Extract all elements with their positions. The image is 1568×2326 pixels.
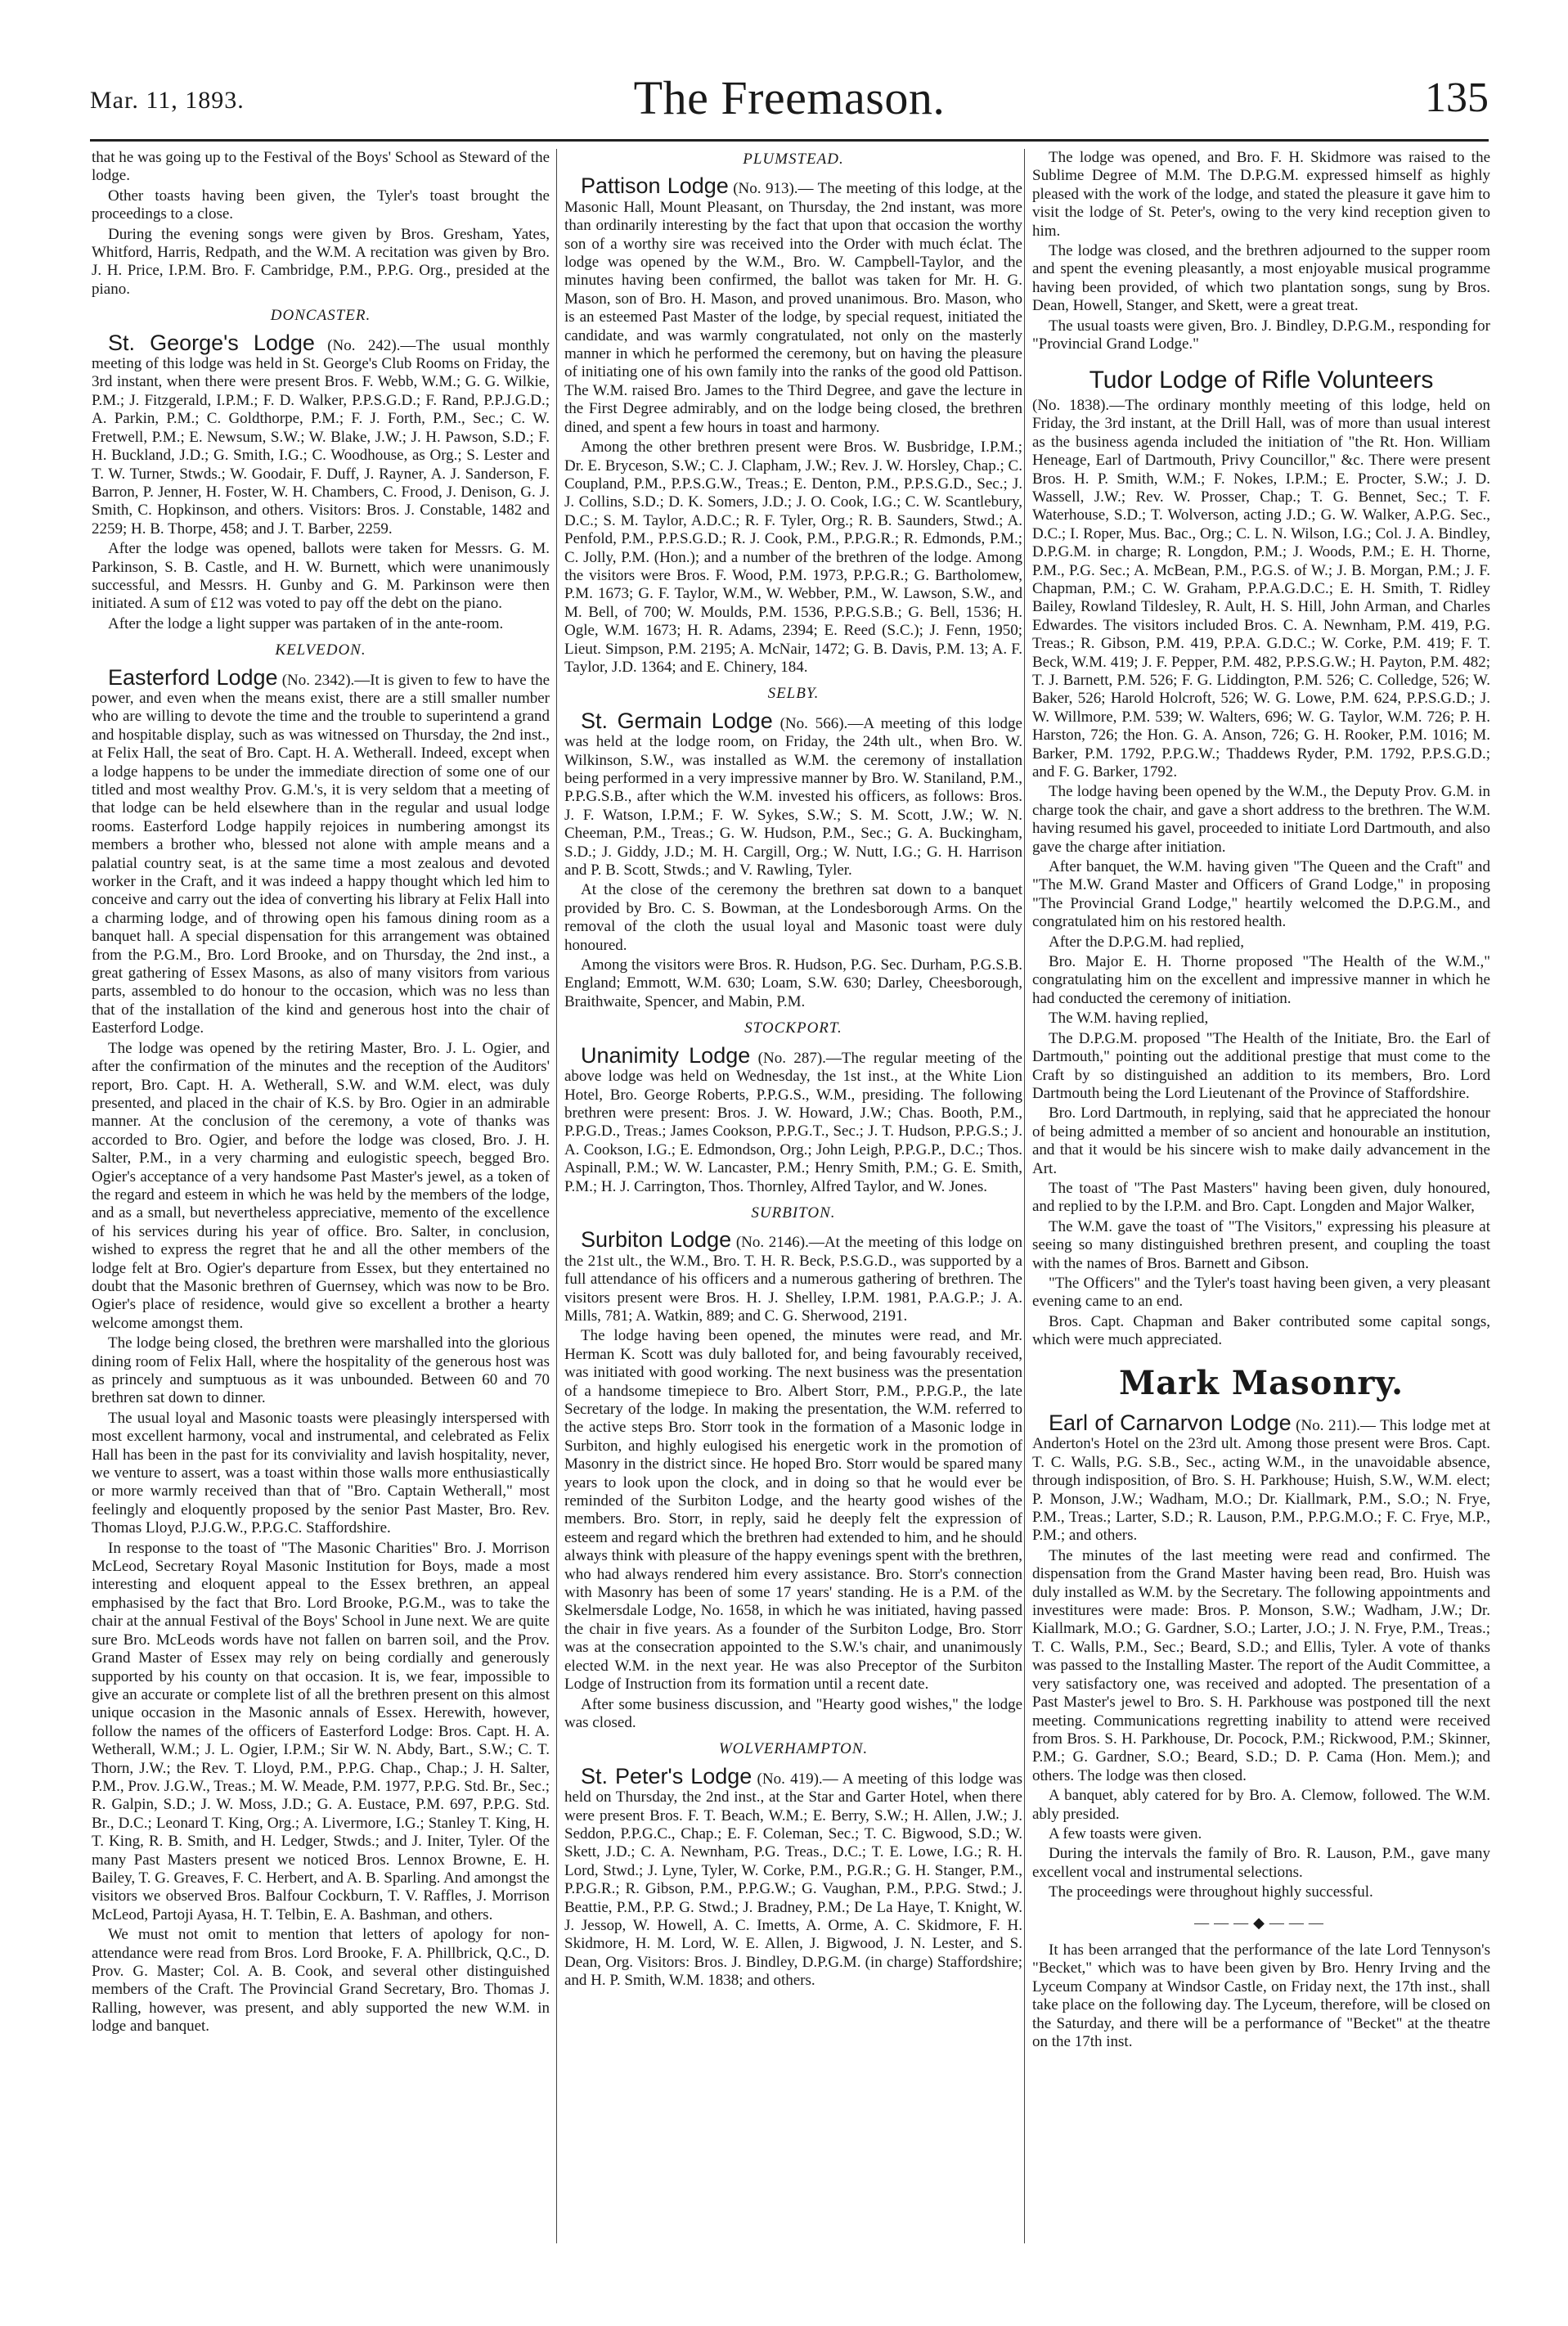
- paragraph: The lodge having been opened by the W.M., the Deputy Prov. G.M. in charge took the chair, and gave a short address to the brethren. The W.M. having resumed his gavel, proceeded to initiate Lord Dartmouth, and also gave the charge after initiation.: [1032, 783, 1490, 856]
- paragraph: At the close of the ceremony the brethren sat down to a banquet provided by Bro. C. S. Bowman, at the Londesborough Arms. On the removal of the cloth the usual loyal and Masonic toast were duly honoured.: [564, 881, 1022, 954]
- header-rule: [90, 139, 1489, 142]
- paragraph: Bro. Major E. H. Thorne proposed "The Health of the W.M.," congratulating him on the excellent and impressive manner in which he had conducted the ceremony of initiation.: [1032, 953, 1490, 1007]
- section-heading: DONCASTER.: [270, 307, 371, 325]
- lodge-name: Earl of Carnarvon Lodge: [1049, 1410, 1292, 1435]
- paragraph: After banquet, the W.M. having given "The Queen and the Craft" and "The M.W. Grand Master and Officers of Grand Lodge," in proposing "The Provincial Grand Lodge," heartily welcomed the D.P.G.M., and congratulated him on his restored health.: [1032, 858, 1490, 931]
- section-heading: PLUMSTEAD.: [743, 151, 844, 168]
- paragraph: The lodge having been opened, the minutes were read, and Mr. Herman K. Scott was duly balloted for, and being favourably received, was initiated with good working. The next business was the presentation of a handsome timepiece to Bro. Albert Storr, P.M., P.P.G.P., the late Secretary of the lodge. In making the presentation, the W.M. referred to the active steps Bro. Storr took in the formation of a Masonic lodge in Surbiton, and highly eulogised his energetic work in the promotion of Masonry in the district since. He hoped Bro. Storr would be spared many years to look upon the clock, and in doing so that he would ever be reminded of the Surbiton Lodge, and the hearty good wishes of the members. Bro. Storr, in reply, said he deeply felt the expression of esteem and regard which the brethren had extended to him, and he should always think with pleasure of the happy evenings spent with the brethren, who had always rendered him every assistance. Bro. Storr's connection with Masonry has been of some 17 years' standing. He is a P.M. of the Skelmersdale Lodge, No. 1658, in which he was initiated, having passed the chair in five years. As a founder of the Surbiton Lodge, Bro. Storr was at the consecration appointed to the S.W.'s chair, and unanimously elected W.M. in the next year. He was also Preceptor of the Surbiton Lodge of Instruction from its formation until a recent date.: [564, 1327, 1022, 1694]
- paragraph: After the D.P.G.M. had replied,: [1049, 933, 1245, 951]
- report-text: — A meeting of this lodge was held on Thursday, the 2nd inst., at the Star and Garter Hotel, when there were present Bros. F. T. Beach, W.M.; E. Berry, S.W.; H. Allen, J.W.; J. Seddon, P.P.G.C., Chap.; E. F. Coleman, Sec.; T. C. Bigwood, S.D.; W. Skett, J.D.; C. A. Newnham, P.G. Treas., D.C.; T. E. Lowe, I.G.; R. H. Lord, Stwd.; J. Lyne, Tyler, W. Corke, P.M., P.G.R.; G. H. Stanger, P.M., P.P.G.R.; R. Gibson, P.M., P.P.G.W.; G. Vaughan, P.M., P.P.G. Stwd.; J. Beattie, P.M., P.P. G. Stwd.; J. Bradney, P.M.; De La Haye, T. Knight, W. J. Jessop, W. Howell, A. C. Imetts, A. Orme, A. C. Skidmore, F. H. Skidmore, H. M. Lord, W. E. Allen, J. Bigwood, J. N. Lester, and S. Dean, Org. Visitors: Bros. J. Bindley, D.P.G.M. (in charge) Staffordshire; and H. P. Smith, W.M. 1838; and others.: [564, 1770, 1022, 1990]
- report-text: —The regular meeting of the above lodge was held on Wednesday, the 1st inst., at the White Lion Hotel, Bro. George Roberts, P.P.G.S., W.M., presiding. The following brethren were present: Bros. J. W. Howard, J.W.; Chas. Booth, P.M., P.P.G.D., Treas.; James Cookson, P.P.G.T., Sec.; J. T. Hudson, P.P.G.S.; J. A. Cookson, I.G.; E. Edmondson, Org.; John Leigh, P.P.G.P., D.C.; Thos. Aspinall, P.M.; W. W. Lancaster, P.M.; Henry Smith, P.M.; G. E. Smith, P.M.; H. J. Carrington, Thos. Thornley, Alfred Taylor, and W. Jones.: [564, 1049, 1022, 1195]
- column-2: [564, 149, 1022, 2243]
- paragraph: A banquet, ably catered for by Bro. A. Clemow, followed. The W.M. ably presided.: [1032, 1787, 1490, 1823]
- lodge-name: Easterford Lodge: [108, 664, 278, 690]
- report-text: —The ordinary monthly meeting of this lodge, held on Friday, the 3rd instant, at the Drill Hall, was of more than usual interest as the business agenda included the initiation of "the Rt. Hon. William Heneage, Earl of Dartmouth, Privy Councillor," &c. There were present Bros. H. P. Smith, W.M.; F. Nokes, I.P.M.; E. Procter, S.W.; J. D. Wassell, J.W.; Rev. W. Prosser, Chap.; T. G. Bennet, Sec.; T. F. Waterhouse, S.D.; T. Wolverson, acting J.D.; G. W. Walker, A.P.G. Sec., D.C.; I. Roper, Mus. Bac., Org.; C. L. N. Wilson, I.G.; Col. J. A. Bindley, D.P.G.M. in charge; R. Longdon, P.M.; J. Woods, P.M.; E. H. Thorne, P.M., P.G. Sec.; A. McBean, P.M., P.G.S. of W.; J. B. Morgan, P.M.; J. F. Chapman, P.M.; C. W. Graham, P.P.A.G.D.C.; E. H. Smith, T. Ridley Bailey, Rowland Tildesley, R. Ault, H. S. Hill, John Arman, and Charles Edwardes. The visitors included Bros. C. A. Newnham, P.M. 419, P.G. Treas.; R. Gibson, P.M. 419, P.P.A. G.D.C.; W. Corke, P.M. 419; F. T. Beck, W.M. 419; J. F. Pepper, P.M. 482, P.P.S.G.W.; H. Payton, P.M. 482; T. J. Barnett, P.M. 526; F. G. Liddington, P.M. 526; C. Colledge, 526; W. Baker, 526; Harold Holcroft, 526; W. G. Lowe, P.M. 624, P.P.S.G.D.; J. W. Willmore, P.M. 539; W. Walters, 696; W. G. Taylor, W.M. 726; P. H. Harston, 726; the Hon. G. A. Anson, 726; G. H. Rooker, P.M. 1016; M. Barker, P.M. 1792, P.P.G.W.; Thaddews Ryder, P.M. 1792, P.P.S.G.D.; and F. G. Barker, 1792.: [1032, 396, 1490, 781]
- report-text: —At the meeting of this lodge on the 21st ult., the W.M., Bro. T. H. R. Beck, P.S.G.D., was supported by a full attendance of his officers and a numerous gathering of brethren. The visitors present were Bros. H. J. Shelley, I.P.M. 1981, P.A.G.P.; J. A. Mills, 781; A. Watkin, 889; and C. G. Sherwood, 2191.: [564, 1234, 1022, 1325]
- lodge-report: [1032, 1410, 1490, 1545]
- lodge-number: (No. 1838).: [1032, 396, 1110, 414]
- column-3: [1032, 149, 1490, 2243]
- report-text: —It is given to few to have the power, and even when the means exist, there are a still smaller number who are willing to devote the time and the trouble to superintend a grand and hospitable display, such as was witnessed on Thursday, the 2nd inst., at Felix Hall, the seat of Bro. Capt. H. A. Wetherall. Indeed, except when a lodge happens to be under the immediate direction of some one of our titled and most wealthy Prov. G.M.'s, it is very seldom that a meeting of that lodge can be held elsewhere than in the regular and usual lodge rooms. Easterford Lodge happily rejoices in numbering amongst its members a brother who, blessed not alone with ample means and a palatial country seat, is at the same time a most zealous and devoted worker in the Craft, and it was indeed a happy thought which led him to conceive and carry out the idea of converting his library at Felix Hall into a charming lodge, and of throwing open his famous dining room as a banquet hall. A special dispensation for this arrangement was obtained from the P.G.M., Bro. Lord Brooke, and on Thursday, the 2nd inst., a great gathering of Essex Masons, as also of many visitors from various parts, assembled to do honour to the occasion, which was no less than that of the installation of the kind and generous host into the chair of Easterford Lodge.: [92, 671, 550, 1037]
- paragraph: The W.M. having replied,: [1049, 1010, 1209, 1028]
- lodge-number: (No. 2146).: [735, 1234, 809, 1252]
- paragraph: The lodge was opened by the retiring Master, Bro. J. L. Ogier, and after the confirmation of the minutes and the reception of the Auditors' report, Bro. Capt. H. A. Wetherall, S.W. and W.M. elect, was duly presented, and placed in the chair of K.S. by Bro. Ogier in an admirable manner. At the conclusion of the ceremony, a vote of thanks was accorded to Bro. Ogier, and before the lodge was closed, Bro. J. H. Salter, P.M., in a very charming and eulogistic speech, begged Bro. Ogier's acceptance of a very handsome Past Master's jewel, as a token of the regard and esteem in which he was held by the members of the lodge, and as a small, but nevertheless appreciative, memento of the excellence of his services during his year of office. Bro. Salter, in conclusion, wished to express the regret that he and all the other members of the lodge felt at Bro. Ogier's departure from Essex, but they entertained no doubt that the Masonic brethren of Guernsey, which was now to be Bro. Ogier's place of residence, would give so excellent a brother a hearty welcome amongst them.: [92, 1039, 550, 1332]
- section-heading: KELVEDON.: [275, 641, 366, 659]
- lodge-report: [92, 665, 550, 1038]
- lodge-number: (No. 419).: [757, 1770, 823, 1788]
- issue-date: Mar. 11, 1893.: [90, 87, 245, 114]
- paragraph: Among the other brethren present were Bros. W. Busbridge, I.P.M.; Dr. E. Bryceson, S.W.; C. J. Clapham, J.W.; Rev. J. W. Horsley, Chap.; C. Coupland, P.M., P.P.S.G.W., Treas.; E. Denton, P.M., P.P.S.G.D., Sec.; J. J. Collins, S.D.; D. K. Somers, J.D.; J. O. Cook, I.G.; C. W. Scantlebury, D.C.; S. M. Taylor, A.D.C.; R. F. Tyler, Org.; R. B. Saunders, Stwd.; A. Penfold, P.M., P.P.S.G.D.; R. J. Cook, P.M., P.P.G.R.; R. Edmonds, P.M.; C. Jolly, P.M. (Hon.); and a number of the brethren of the lodge. Among the visitors were Bros. F. Wood, P.M. 1973, P.P.G.R.; G. Bartholomew, P.M. 1673; G. F. Taylor, W.M., W. Webber, P.M., W. Lawson, S.W., and M. Bell, of 700; W. Moulds, P.M. 1536, P.P.G.S.B.; G. Bell, 1536; H. Ogle, W.M. 1673; H. R. Adams, 2394; E. Reed (S.C.); J. Fenn, 1950; Lieut. Simpson, P.M. 2195; A. McNair, 1472; G. B. Davis, P.M. 13; A. F. Taylor, J.D. 1364; and E. Chinery, 184.: [564, 439, 1022, 676]
- paragraph: The W.M. gave the toast of "The Visitors," expressing his pleasure at seeing so many distinguished brethren present, and coupling the toast with the names of Bros. Barnett and Gibson.: [1032, 1217, 1490, 1272]
- lodge-name: Unanimity Lodge: [581, 1042, 751, 1068]
- paragraph: The minutes of the last meeting were read and confirmed. The dispensation from the Grand Master having been read, Bro. Huish was duly installed as W.M. by the Secretary. The following appointments and investitures were made: Bros. P. Monson, S.W.; Wadham, J.W.; Dr. Kiallmark, M.O.; G. Gardner, S.O.; Larter, J.O.; J. N. Frye, P.M., Treas.; T. C. Walls, P.M., Sec.; Beard, S.D.; and Ellis, Tyler. A vote of thanks was passed to the Installing Master. The report of the Audit Committee, a very satisfactory one, was received and adopted. The presentation of a Past Master's jewel to Bro. S. H. Parkhouse was postponed till the next meeting. Communications regretting inability to attend were received from Bros. S. H. Parkhouse, Dr. Pocock, P.M.; Rickwood, P.M.; Skinner, P.M.; G. Gardner, S.O.; Beard, S.D.; D. P. Cama (Hon. Mem.); and others. The lodge was then closed.: [1032, 1546, 1490, 1784]
- lodge-name: St. George's Lodge: [108, 330, 315, 355]
- paragraph: "The Officers" and the Tyler's toast having been given, a very pleasant evening came to an end.: [1032, 1274, 1490, 1311]
- paragraph: During the evening songs were given by Bros. Gresham, Yates, Whitford, Harris, Redpath, and the W.M. A recitation was given by Bro. J. H. Price, I.P.M. Bro. F. Cambridge, P.M., P.P.G. Org., presided at the piano.: [92, 225, 550, 298]
- section-divider: ———◆———: [1194, 1914, 1328, 1931]
- lodge-number: (No. 242).: [327, 336, 401, 354]
- page-number: 135: [1425, 74, 1489, 121]
- section-heading: WOLVERHAMPTON.: [718, 1740, 869, 1758]
- lodge-number: (No. 211).: [1296, 1417, 1360, 1434]
- paragraph: The lodge being closed, the brethren were marshalled into the glorious dining room of Felix Hall, where the hospitality of the generous host was as princely and sumptuous as it was unbounded. Between 60 and 70 brethren sat down to dinner.: [92, 1334, 550, 1407]
- lodge-name: St. Peter's Lodge: [581, 1763, 753, 1788]
- paragraph: During the intervals the family of Bro. R. Lauson, P.M., gave many excellent vocal and instrumental selections.: [1032, 1845, 1490, 1881]
- column-1: [92, 149, 550, 2243]
- lodge-report: [564, 1764, 1022, 1991]
- paragraph: It has been arranged that the performance of the late Lord Tennyson's "Becket," which was to have been given by Bro. Henry Irving and the Lyceum Company at Windsor Castle, on Friday next, the 17th inst., shall take place on the following day. The Lyceum, therefore, will be closed on the Saturday, and there will be a performance of "Becket" at the theatre on the 17th inst.: [1032, 1941, 1490, 2050]
- paragraph: After the lodge a light supper was partaken of in the ante-room.: [108, 614, 504, 632]
- paragraph: Among the visitors were Bros. R. Hudson, P.G. Sec. Durham, P.G.S.B. England; Emmott, W.M. 630; Loam, S.W. 630; Darley, Cheesborough, Braithwaite, Spencer, and Mabin, P.M.: [564, 956, 1022, 1010]
- report-text: — The meeting of this lodge, at the Masonic Hall, Mount Pleasant, on Thursday, the 2nd instant, was more than ordinarily interesting by the fact that upon that occasion the worthy son of a worthy sire was received into the Order with much éclat. The lodge was opened by the W.M., Bro. W. Campbell-Taylor, and the minutes having been confirmed, the ballot was taken for Mr. H. G. Mason, son of Bro. H. Mason, and proved unanimous. Bro. Mason, who is an esteemed Past Master of the lodge, by special request, initiated the candidate, and was warmly congratulated, not only on the masterly manner in which he performed the ceremony, but on having the pleasure of initiating one of his own family into the ranks of the good old Pattison. The W.M. raised Bro. James to the Third Degree, and gave the lecture in the First Degree admirably, and on the lodge being closed, the brethren dined, and spent a few hours in toast and harmony.: [564, 180, 1022, 436]
- report-text: — This lodge met at Anderton's Hotel on the 23rd ult. Among those present were Bros. Capt. T. C. Walls, P.G. S.B., Sec., acting W.M., in the unavoidable absence, through indisposition, of Bro. S. H. Parkhouse; Huish, S.W., W.M. elect; P. Monson, J.W.; Wadham, M.O.; Dr. Kiallmark, P.M., S.O.; N. Frye, P.M., Treas.; Larter, S.D.; R. Lauson, P.M., P.P.G.M.O.; F. C. Frye, M.P., P.M.; and others.: [1032, 1417, 1490, 1545]
- paragraph: Bros. Capt. Chapman and Baker contributed some capital songs, which were much appreciated.: [1032, 1312, 1490, 1349]
- paragraph: The D.P.G.M. proposed "The Health of the Initiate, Bro. the Earl of Dartmouth," pointing out the additional prestige that must come to the Craft by so distinguished an addition to its members, Bro. Lord Dartmouth being the Lord Lieutenant of the Province of Staffordshire.: [1032, 1029, 1490, 1102]
- column-divider: [1024, 149, 1025, 2243]
- lodge-report: [564, 709, 1022, 880]
- lodge-name: Pattison Lodge: [581, 173, 729, 199]
- section-heading: SELBY.: [767, 685, 820, 703]
- paragraph: A few toasts were given.: [1049, 1824, 1202, 1842]
- page-header: [90, 69, 1489, 134]
- section-heading: SURBITON.: [751, 1203, 836, 1221]
- lodge-report: [1032, 397, 1490, 782]
- lodge-report: [564, 1043, 1022, 1196]
- paragraph: Bro. Lord Dartmouth, in replying, said that he appreciated the honour of being admitted a member of so ancient and honourable an institution, and that it would be his sincere wish to make daily advancement in the Art.: [1032, 1105, 1490, 1177]
- lodge-name: St. Germain Lodge: [581, 708, 773, 733]
- paragraph: After the lodge was opened, ballots were taken for Messrs. G. M. Parkinson, S. B. Castle, and H. W. Burnett, which were unanimously successful, and Messrs. H. Gunby and G. M. Parkinson were then initiated. A sum of £12 was voted to pay off the debt on the piano.: [92, 540, 550, 613]
- lodge-number: (No. 287).: [757, 1049, 826, 1067]
- paragraph: The lodge was opened, and Bro. F. H. Skidmore was raised to the Sublime Degree of M.M. The D.P.G.M. expressed himself as highly pleased with the work of the lodge, and stated the pleasure it gave him to visit the lodge of St. Peter's, owing to the very kind reception given to him.: [1032, 149, 1490, 240]
- lodge-report: [564, 1227, 1022, 1325]
- lodge-number: (No. 2342).: [281, 671, 355, 689]
- lodge-number: (No. 566).: [780, 714, 848, 732]
- report-text: —A meeting of this lodge was held at the lodge room, on Friday, the 24th ult., when Bro. W. Wilkinson, S.W., was installed as W.M. the ceremony of installation being performed in a very impressive manner by Bro. W. Staniland, P.M., P.P.G.S.B., after which the W.M. invested his officers, as follows: Bros. J. F. Watson, I.P.M.; F. W. Sykes, S.W.; S. M. Scott, J.W.; W. N. Cheeman, P.M., Treas.; G. W. Hudson, P.M., Sec.; G. A. Buckingham, S.D.; J. Giddy, J.D.; M. H. Cargill, Org.; W. Nutt, I.G.; G. H. Harrison and P. B. Scott, Stwds.; and V. Rawling, Tyler.: [564, 714, 1022, 880]
- paragraph: The proceedings were throughout highly successful.: [1049, 1883, 1373, 1901]
- section-heading: STOCKPORT.: [744, 1019, 842, 1037]
- lodge-report: [564, 173, 1022, 437]
- paragraph: The usual loyal and Masonic toasts were pleasingly interspersed with most excellent harmony, vocal and instrumental, and celebrated as Felix Hall has been in the past for its conviviality and lavish hospitality, never, we venture to assert, was a toast within those walls more enthusiastically or more warmly received than that of "Bro. Captain Wetherall," most feelingly and eloquently proposed by the senior Past Master, Bro. Rev. Thomas Lloyd, P.J.G.W., P.P.G.C. Staffordshire.: [92, 1409, 550, 1537]
- lodge-report: [92, 331, 550, 538]
- paragraph: After some business discussion, and "Hearty good wishes," the lodge was closed.: [564, 1695, 1022, 1731]
- paragraph: The lodge was closed, and the brethren adjourned to the supper room and spent the evening pleasantly, a most enjoyable musical programme having been provided, of which two plantation songs, sung by Bros. Dean, Howell, Stanger, and Skett, were a great treat.: [1032, 242, 1490, 315]
- paragraph: The toast of "The Past Masters" having been given, duly honoured, and replied to by the I.P.M. and Bro. Capt. Longden and Major Walker,: [1032, 1179, 1490, 1216]
- column-divider: [556, 149, 557, 2243]
- masthead-title: The Freemason.: [633, 71, 946, 124]
- paragraph: We must not omit to mention that letters of apology for non-attendance were read from Bros. Lord Brooke, F. A. Phillbrick, Q.C., D. Prov. G. Master; Col. A. B. Cook, and several other distinguished members of the Craft. The Provincial Grand Secretary, Bro. Thomas J. Ralling, however, was present, and ably supported the new W.M. in lodge and banquet.: [92, 1926, 550, 2036]
- lodge-name: Surbiton Lodge: [581, 1227, 732, 1253]
- paragraph: In response to the toast of "The Masonic Charities" Bro. J. Morrison McLeod, Secretary Royal Masonic Institution for Boys, made a most interesting and eloquent appeal to the Essex brethren, an appeal emphasised by the fact that Bro. Lord Brooke, P.G.M., was to take the chair at the annual Festival of the Boys' School in June next. We are quite sure Bro. McLeods words have not fallen on barren soil, and the Prov. Grand Master of Essex may rely on being cordially and generously supported by his county on that occasion. It is, we fear, impossible to give an accurate or complete list of all the brethren present on this almost unique occasion in the Masonic annals of Essex. Herewith, however, follow the names of the officers of Easterford Lodge: Bros. Capt. H. A. Wetherall, W.M.; J. L. Ogier, I.P.M.; Sir W. N. Abdy, Bart., S.W.; C. T. Thorn, J.W.; the Rev. T. Lloyd, P.M., P.P.G. Chap., Chap.; J. H. Salter, P.M., Prov. J.G.W., Treas.; M. W. Meade, P.M. 1977, P.P.G. Std. Br., Sec.; R. Galpin, S.D.; J. W. Moss, J.D.; G. A. Eustace, P.M. 697, P.P.G. Std. Br., D.C.; Leonard T. King, Org.; A. Livermore, I.G.; Stanley T. King, H. T. King, R. B. Smith, and H. Ledger, Stwds.; and J. Initer, Tyler. Of the many Past Masters present we noticed Bros. Lennox Browne, E. H. Bailey, T. G. Greaves, F. C. Herbert, and A. B. Sparling. And amongst the visitors we observed Bros. Balfour Cockburn, T. V. Raffles, J. Morrison McLeod, Partoji Ayasa, H. T. Telbin, E. A. Bashman, and others.: [92, 1539, 550, 1923]
- paragraph: that he was going up to the Festival of the Boys' School as Steward of the lodge.: [92, 149, 550, 185]
- paragraph: The usual toasts were given, Bro. J. Bindley, D.P.G.M., responding for "Provincial Grand Lodge.": [1032, 317, 1490, 353]
- lodge-title: Tudor Lodge of Rifle Volunteers: [1089, 367, 1434, 394]
- paragraph: Other toasts having been given, the Tyler's toast brought the proceedings to a close.: [92, 187, 550, 223]
- lodge-number: (No. 913).: [733, 180, 798, 198]
- mark-masonry-heading: Mark Masonry.: [1118, 1363, 1404, 1402]
- report-text: —The usual monthly meeting of this lodge was held in St. George's Club Rooms on Friday, the 3rd instant, when there were present Bros. F. Webb, W.M.; G. G. Wilkie, P.M.; J. Fitzgerald, I.P.M.; F. D. Walker, P.P.S.G.D.; F. Rand, P.P.J.G.D.; A. Parkin, P.M.; C. Goldthorpe, P.M.; F. J. Forth, P.M., Sec.; C. W. Fretwell, P.M.; E. Newsum, S.W.; W. Blake, J.W.; J. H. Pawson, S.D.; F. H. Buckland, J.D.; G. Smith, I.G.; C. Woodhouse, as Org.; S. Lester and T. W. Turner, Stwds.; W. Goodair, F. Duff, J. Rayner, A. J. Sanderson, F. Barron, P. Jenner, H. Foster, W. H. Chambers, C. Frood, J. Denison, G. J. Smith, C. Hopkinson, and others. Visitors: Bros. J. Constable, 1482 and 2259; H. B. Thorpe, 458; and J. T. Barber, 2259.: [92, 336, 550, 538]
